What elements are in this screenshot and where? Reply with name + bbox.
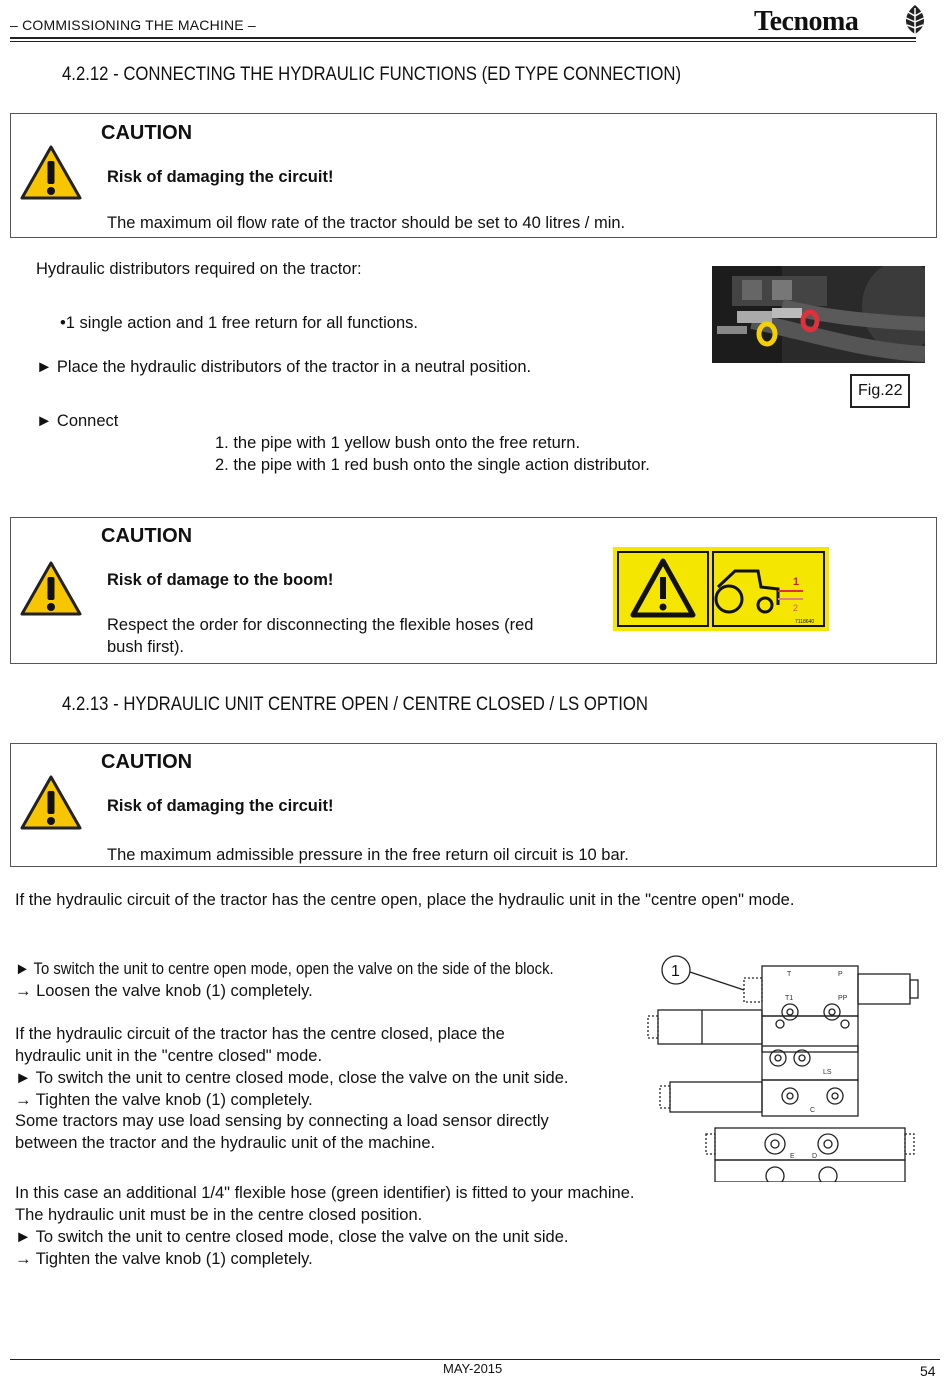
step-neutral-position: ► Place the hydraulic distributors of the tractor in a neutral position. [36, 358, 532, 376]
centre-open-intro: If the hydraulic circuit of the tractor has the centre open, place the hydraulic unit in the "centre open" mode. [15, 891, 795, 909]
warning-triangle-icon [19, 144, 83, 202]
step-centre-open: ► To switch the unit to centre open mode, open the valve on the side of the block. [15, 960, 554, 978]
warning-triangle-icon [19, 560, 83, 618]
leaf-logo-icon [900, 4, 930, 36]
ls-step-centre-closed: ► To switch the unit to centre closed mode, close the valve on the unit side. [15, 1228, 569, 1246]
port-label-ls: LS [823, 1069, 832, 1076]
load-sensing-text-1: Some tractors may use load sensing by connecting a load sensor directly [15, 1112, 549, 1130]
sticker-step-1: 1 [793, 576, 800, 588]
boom-warning-sticker [613, 547, 829, 631]
step-tighten-knob: → Tighten the valve knob (1) completely. [15, 1091, 313, 1109]
caution-body-text-line1: Respect the order for disconnecting the flexible hoses (red [107, 616, 534, 634]
header-rule [10, 37, 916, 39]
ls-step-tighten-knob: → Tighten the valve knob (1) completely. [15, 1250, 313, 1268]
caution-box-boom [10, 517, 937, 664]
page-number: 54 [920, 1363, 936, 1379]
caution-body-text: The maximum admissible pressure in the free return oil circuit is 10 bar. [107, 846, 629, 864]
caution-box-pressure [10, 743, 937, 867]
caution-title: CAUTION [101, 751, 193, 773]
caution-risk-text: Risk of damage to the boom! [107, 571, 334, 589]
header-rule-thin [10, 41, 916, 42]
warning-triangle-icon [19, 774, 83, 832]
ls-hose-text: In this case an additional 1/4" flexible hose (green identifier) is fitted to your machine. [15, 1184, 635, 1202]
caution-risk-text: Risk of damaging the circuit! [107, 797, 334, 815]
step-connect: ► Connect [36, 412, 119, 430]
port-label-t: T [787, 971, 792, 978]
figure-label: Fig.22 [850, 374, 910, 408]
port-label-p: P [838, 971, 843, 978]
port-label-d: D [812, 1153, 818, 1160]
connect-list-item-2: 2. the pipe with 1 red bush onto the single action distributor. [215, 456, 650, 474]
port-label-c: C [810, 1107, 816, 1114]
step-centre-closed: ► To switch the unit to centre closed mode, close the valve on the unit side. [15, 1069, 569, 1087]
load-sensing-text-2: between the tractor and the hydraulic unit of the machine. [15, 1134, 436, 1152]
port-label-t1: T1 [785, 995, 794, 1002]
distributors-bullet: •1 single action and 1 free return for all functions. [60, 314, 418, 332]
brand-logo: Tecnoma [754, 6, 859, 37]
distributors-intro: Hydraulic distributors required on the tractor: [36, 260, 362, 278]
caution-box-flow-rate [10, 113, 937, 238]
footer-date: MAY-2015 [443, 1361, 503, 1376]
header-section-title: – COMMISSIONING THE MACHINE – [10, 17, 256, 33]
caution-body-text-line2: bush first). [107, 638, 185, 656]
caution-title: CAUTION [101, 525, 193, 547]
hydraulic-unit-diagram [640, 950, 920, 1182]
port-label-e: E [790, 1153, 795, 1160]
valve-knob-callout: 1 [671, 963, 680, 980]
section-heading-4-2-12: 4.2.12 - CONNECTING THE HYDRAULIC FUNCTIONS (ED TYPE CONNECTION) [62, 64, 682, 85]
step-loosen-knob: → Loosen the valve knob (1) completely. [15, 982, 313, 1000]
connect-list-item-1: 1. the pipe with 1 yellow bush onto the free return. [215, 434, 581, 452]
centre-closed-intro-2: hydraulic unit in the "centre closed" mode. [15, 1047, 323, 1065]
sticker-code: 7118640 [795, 619, 815, 625]
footer-rule [10, 1359, 940, 1360]
port-label-pp: PP [838, 995, 848, 1002]
section-heading-4-2-13: 4.2.13 - HYDRAULIC UNIT CENTRE OPEN / CENTRE CLOSED / LS OPTION [62, 694, 648, 715]
sticker-step-2: 2 [793, 603, 799, 613]
caution-title: CAUTION [101, 122, 193, 144]
caution-risk-text: Risk of damaging the circuit! [107, 168, 334, 186]
caution-body-text: The maximum oil flow rate of the tractor should be set to 40 litres / min. [107, 214, 626, 232]
ls-centre-closed-text: The hydraulic unit must be in the centre closed position. [15, 1206, 423, 1224]
centre-closed-intro-1: If the hydraulic circuit of the tractor has the centre closed, place the [15, 1025, 505, 1043]
hydraulic-couplings-photo [712, 266, 925, 363]
